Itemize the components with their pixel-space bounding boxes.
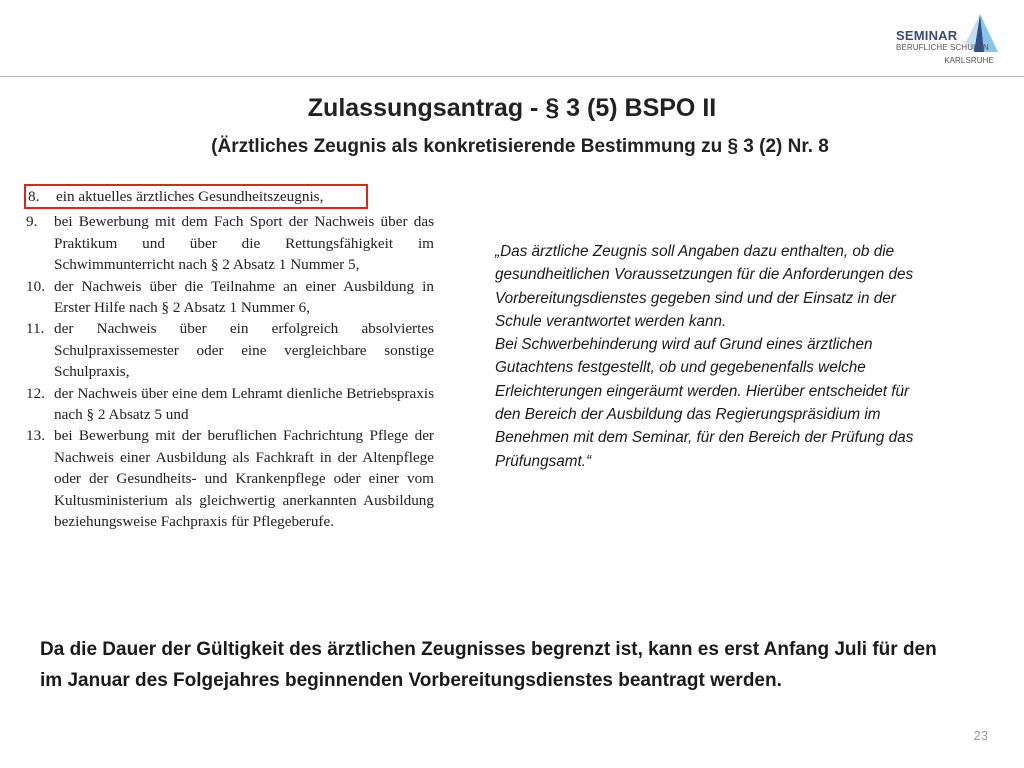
legal-item-text: bei Bewerbung mit dem Fach Sport der Nachweis über das Praktikum und über die Rettungsfähigkeit im Schwimmunterricht nach § 2 Absatz 1 Nummer 5, — [54, 213, 434, 274]
legal-item-9 — [26, 211, 434, 275]
legal-item-text: der Nachweis über ein erfolgreich absolviertes Schulpraxissemester oder eine vergleichbare sonstige Schulpraxis, — [54, 320, 434, 381]
legal-item-text: ein aktuelles ärztliches Gesundheitszeugnis, — [56, 188, 324, 205]
legal-item-12 — [26, 383, 434, 426]
logo-subtitle-line1: BERUFLICHE SCHULEN — [896, 43, 989, 52]
logo-title: SEMINAR — [896, 28, 958, 43]
logo-sail-icon — [960, 12, 1000, 60]
quote-paragraph-1: „Das ärztliche Zeugnis soll Angaben dazu enthalten, ob die gesundheitlichen Voraussetzungen für die Anforderungen des Vorbereitungsdienstes gegeben sind und der Einsatz in der Schule verantwortet werden kann. — [495, 243, 914, 330]
legal-item-text: der Nachweis über die Teilnahme an einer Ausbildung in Erster Hilfe nach § 2 Absatz 1 Nummer 6, — [54, 277, 434, 317]
legal-item-number: 9. — [26, 213, 38, 231]
seminar-logo — [892, 10, 1002, 70]
logo-subtitle-line2: KARLSRUHE — [944, 56, 994, 65]
legal-excerpt — [26, 184, 434, 533]
legal-item-8-highlighted — [24, 184, 368, 209]
legal-item-10 — [26, 276, 434, 319]
legal-item-number: 11. — [26, 320, 45, 338]
legal-item-number: 10. — [26, 277, 45, 295]
footer-note: Da die Dauer der Gültigkeit des ärztlichen Zeugnisses begrenzt ist, kann es erst Anfang Juli für den im Januar des Folgejahres beginnenden Vorbereitungsdienstes beantragt werden. — [40, 639, 937, 691]
slide-subtitle: (Ärztliches Zeugnis als konkretisierende Bestimmung zu § 3 (2) Nr. 8 — [211, 136, 829, 157]
slide-title: Zulassungsantrag - § 3 (5) BSPO II — [307, 94, 717, 122]
legal-item-13 — [26, 425, 434, 532]
regulation-quote — [495, 240, 935, 473]
legal-item-number: 12. — [26, 384, 45, 402]
legal-item-text: bei Bewerbung mit der beruflichen Fachrichtung Pflege der Nachweis einer Ausbildung als Fachkraft in der Altenpflege oder der Gesundheits- und Krankenpflege oder einer vom Kultusministerium als gleichwertig anerkannten Ausbildung beziehungsweise Fachpraxis für Pflegeberufe. — [54, 427, 434, 531]
page-number: 23 — [973, 728, 988, 743]
legal-item-number: 8. — [28, 188, 40, 205]
header-divider — [0, 76, 1024, 77]
legal-item-number: 13. — [26, 427, 45, 445]
legal-item-11 — [26, 318, 434, 382]
legal-item-text: der Nachweis über eine dem Lehramt dienliche Betriebspraxis nach § 2 Absatz 5 und — [54, 384, 434, 424]
quote-paragraph-2: Bei Schwerbehinderung wird auf Grund eines ärztlichen Gutachtens festgestellt, ob und gegebenenfalls welche Erleichterungen eingeräumt werden. Hierüber entscheidet für den Bereich der Ausbildung das Regierungspräsidium im Benehmen mit dem Seminar, für den Bereich der Prüfung das Prüfungsamt.“ — [495, 336, 914, 470]
